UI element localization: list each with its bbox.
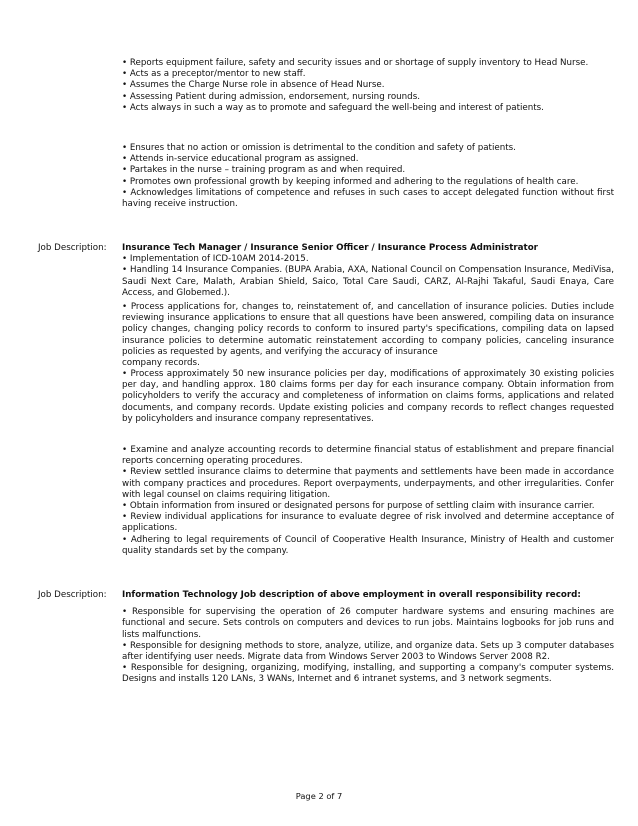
- list-item: • Examine and analyze accounting records to determine financial status of establishment and prepare financial reports concerning operating procedures.: [122, 445, 614, 467]
- list-item: • Process approximately 50 new insurance policies per day, modifications of approximately 30 existing policies per day, and handling approx. 180 claims forms per day for each insurance company. Obtain information from policyholders to verify the accuracy and completeness of information on claims forms, applications and related documents, and company records. Update existing policies and company records to reflect changes requested by policyholders and insurance company representatives.: [122, 369, 614, 424]
- it-job-section: [122, 590, 614, 686]
- list-item: • Review individual applications for insurance to evaluate degree of risk involved and determine acceptance of applications.: [122, 512, 614, 534]
- list-item: • Obtain information from insured or designated persons for purpose of settling claim with insurance carrier.: [122, 501, 595, 512]
- list-item: • Assessing Patient during admission, endorsement, nursing rounds.: [122, 91, 420, 102]
- list-item: • Attends in-service educational program as assigned.: [122, 154, 359, 165]
- list-item: • Promotes own professional growth by keeping informed and adhering to the regulations of health care.: [122, 176, 579, 187]
- list-item: • Review settled insurance claims to determine that payments and settlements have been made in accordance with company practices and procedures. Report overpayments, underpayments, and other irregularities. Confer with legal counsel on claims requiring litigation.: [122, 467, 614, 500]
- nursing-duties-b: [122, 143, 614, 210]
- list-item-continued: company records.: [122, 358, 200, 369]
- list-item: • Implementation of ICD-10AM 2014-2015.: [122, 254, 309, 265]
- list-item: • Responsible for designing methods to store, analyze, utilize, and organize data. Sets up 3 computer databases after identifying user needs. Migrate data from Windows Server 2003 to Windows Server 2008 R2.: [122, 640, 614, 663]
- job-description-label: Job Description:: [38, 590, 107, 600]
- list-item: • Acts always in such a way as to promote and safeguard the well-being and interest of patients.: [122, 102, 544, 113]
- list-item: • Partakes in the nurse – training program as and when required.: [122, 165, 406, 176]
- list-item: • Adhering to legal requirements of Council of Cooperative Health Insurance, Ministry of Health and customer quality standards set by the company.: [122, 534, 614, 556]
- list-item: • Assumes the Charge Nurse role in absence of Head Nurse.: [122, 80, 385, 91]
- list-item: • Responsible for supervising the operation of 26 computer hardware systems and ensuring machines are functional and secure. Sets controls on computers and devices to run jobs. Maintains logbooks for job runs and lists malfunctions.: [122, 607, 614, 640]
- job-description-label: Job Description:: [38, 243, 107, 253]
- list-item: • Ensures that no action or omission is detrimental to the condition and safety of patients.: [122, 143, 516, 153]
- list-item: • Acts as a preceptor/mentor to new staff.: [122, 69, 306, 80]
- insurance-job-section: [122, 243, 614, 425]
- job-title: Information Technology Job description of above employment in overall responsibility record:: [122, 590, 581, 600]
- list-item: • Acknowledges limitations of competence and refuses in such cases to accept delegated function without first having receive instruction.: [122, 187, 614, 210]
- insurance-job-duties: [122, 445, 614, 557]
- list-item: • Process applications for, changes to, reinstatement of, and cancellation of insurance policies. Duties include reviewing insurance applications to ensure that all questions have been answered, compiling data on insurance policy changes, changing policy records to conform to insured party's specifications, compiling data on lapsed insurance policies to determine automatic reinstatement according to company policies, canceling insurance policies as requested by agents, and verifying the accuracy of insurance: [122, 302, 614, 357]
- list-item: • Responsible for designing, organizing, modifying, installing, and supporting a company's computer systems. Designs and installs 120 LANs, 3 WANs, Internet and 6 intranet systems, and 3 network segments.: [122, 663, 614, 685]
- list-item: • Handling 14 Insurance Companies. (BUPA Arabia, AXA, National Council on Compensation Insurance, MediVisa, Saudi Next Care, Malath, Arabian Shield, Saico, Total Care Saudi, CARZ, Al-Rajhi Takaful, Saudi Enaya, Care Access, and Globemed.).: [122, 265, 614, 298]
- nursing-duties-a: [122, 58, 614, 114]
- list-item: • Reports equipment failure, safety and security issues and or shortage of supply inventory to Head Nurse.: [122, 58, 589, 68]
- clipped-line: [122, 358, 614, 369]
- job-title: Insurance Tech Manager / Insurance Senior Officer / Insurance Process Administrator: [122, 243, 538, 253]
- page-number: Page 2 of 7: [295, 791, 343, 801]
